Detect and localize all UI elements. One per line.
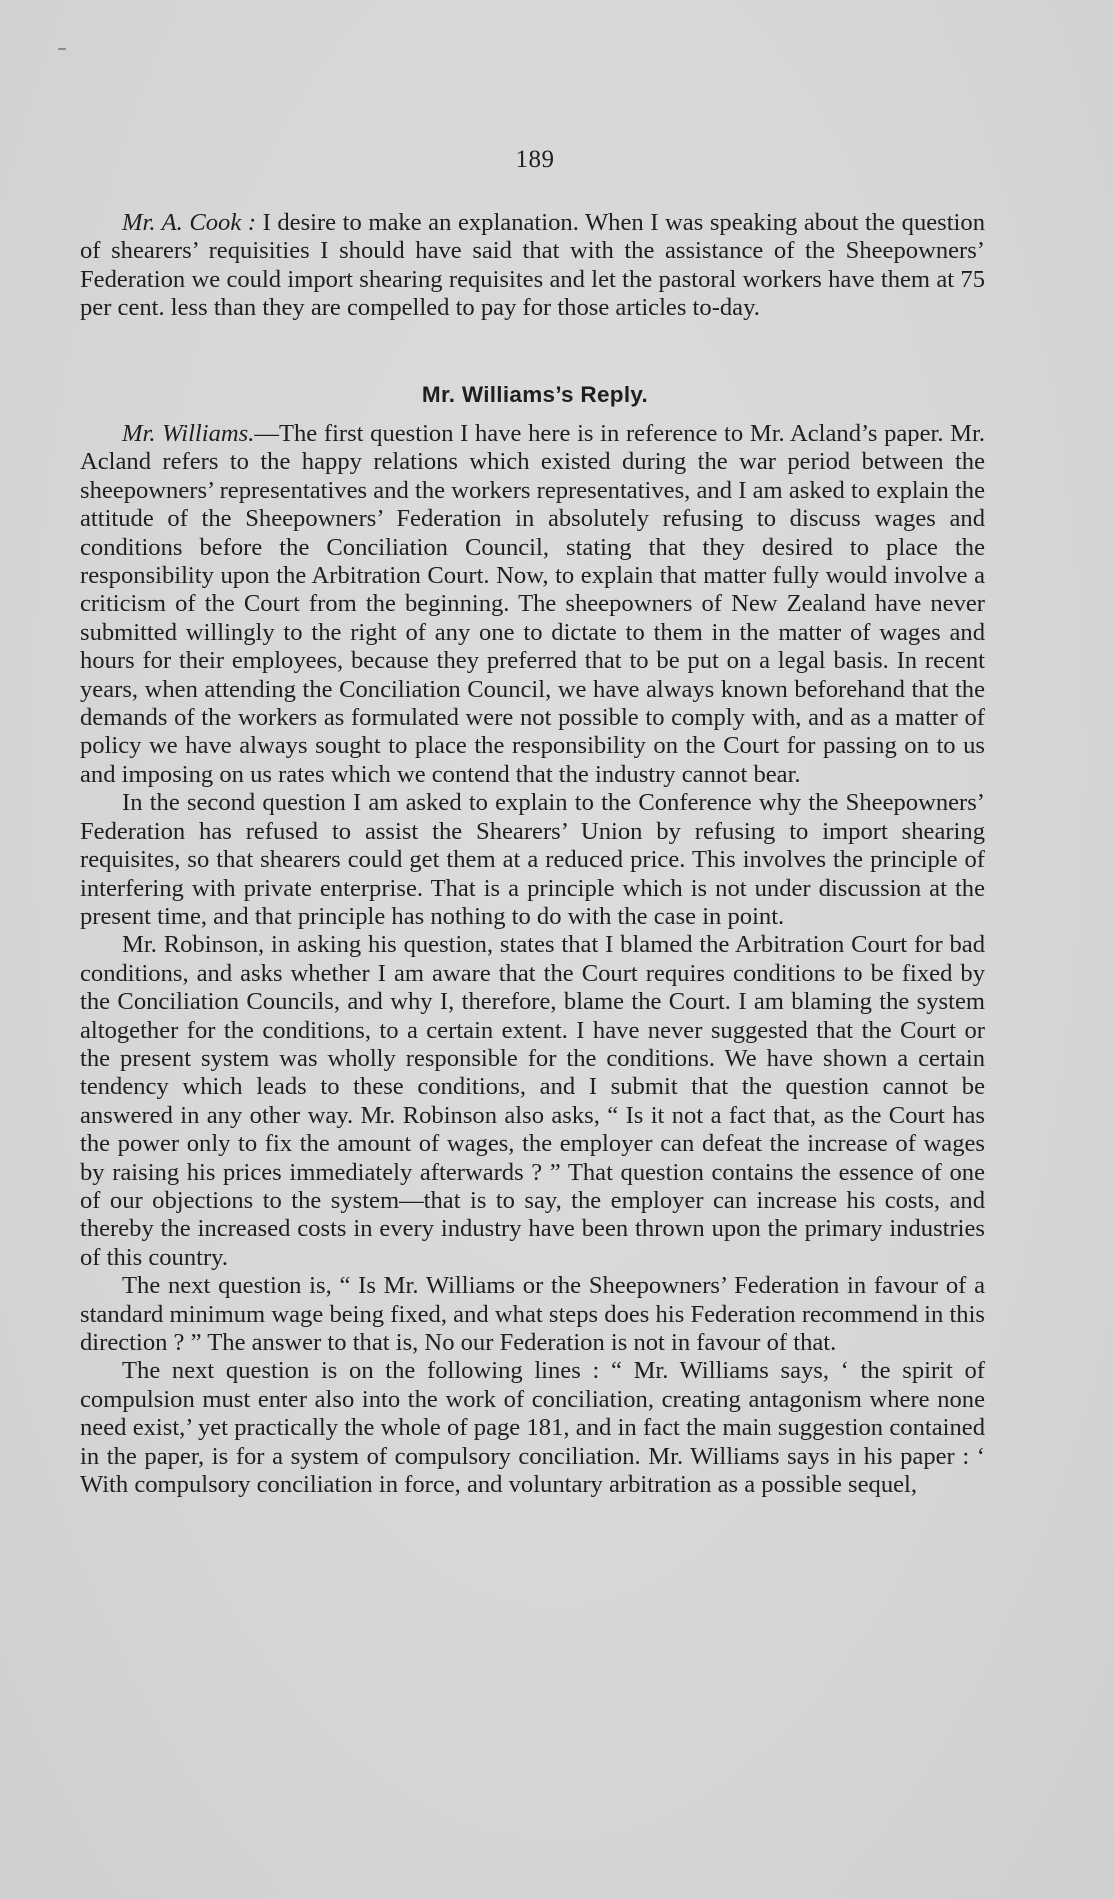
section-heading: Mr. Williams’s Reply.: [421, 382, 649, 407]
speaker-name: Mr. A. Cook :: [122, 209, 257, 236]
reply-paragraph: The next question is, “ Is Mr. Williams or the Sheepowners’ Federation in favour of a standard minimum wage being fixed, and what steps does his Federation recommend in this direction ? ” The answer to that is, No our Federation is not in favour of that.: [80, 1272, 985, 1356]
cook-explanation: [80, 209, 985, 323]
reply-paragraph: In the second question I am asked to explain to the Conference why the Sheepowners’ Federation has refused to assist the Shearers’ Union by refusing to import shearing requisites, so that shearers could get them at a reduced price. This involves the principle of interfering with private enterprise. That is a principle which is not under discussion at the present time, and that principle has nothing to do with the case in point.: [80, 789, 985, 930]
cook-paragraph: [80, 209, 985, 323]
paragraph-text: —The first question I have here is in reference to Mr. Acland’s paper. Mr. Acland refers to the happy relations which existed during the war period between the sheepowners’ representatives and the workers representatives, and I am asked to explain the attitude of the Sheepowners’ Federation in absolutely refusing to discuss wages and conditions before the Conciliation Council, stating that they desired to place the responsibility upon the Arbitration Court. Now, to explain that matter fully would involve a criticism of the Court from the beginning. The sheepowners of New Zealand have never submitted willingly to the right of any one to dictate to them in the matter of wages and hours for their employees, because they preferred that to be put on a legal basis. In recent years, when attending the Conciliation Council, we have always known beforehand that the demands of the workers as formulated were not possible to comply with, and as a matter of policy we have always sought to place the responsibility on the Court for passing on to us and imposing on us rates which we contend that the industry cannot bear.: [80, 420, 985, 788]
reply-paragraph: The next question is on the following lines : “ Mr. Williams says, ‘ the spirit of compulsion must enter also into the work of conciliation, creating antagonism where none need exist,’ yet practically the whole of page 181, and in fact the main suggestion contained in the paper, is for a system of compulsory conciliation. Mr. Williams says in his paper : ‘ With compulsory conciliation in force, and voluntary arbitration as a possible sequel,: [80, 1357, 985, 1499]
page-number: 189: [515, 146, 555, 173]
paragraph-text: I desire to make an explanation. When I was speaking about the question of shearers’ requisities I should have said that with the assistance of the Sheepowners’ Federation we could import shearing requisites and let the pastoral workers have them at 75 per cent. less than they are compelled to pay for those articles to-day.: [80, 209, 985, 322]
reply-paragraph: Mr. Robinson, in asking his question, states that I blamed the Arbitration Court for bad conditions, and asks whether I am aware that the Court requires conditions to be fixed by the Conciliation Councils, and why I, therefore, blame the Court. I am blaming the system altogether for the conditions, to a certain extent. I have never suggested that the Court or the present system was wholly responsible for the conditions. We have shown a certain tendency which leads to these conditions, and I submit that the question cannot be answered in any other way. Mr. Robinson also asks, “ Is it not a fact that, as the Court has the power only to fix the amount of wages, the employer can defeat the increase of wages by raising his prices immediately afterwards ? ” That question contains the essence of one of our objections to the system—that is to say, the employer can increase his costs, and thereby the increased costs in every industry have been thrown upon the primary industries of this country.: [80, 931, 985, 1271]
reply-paragraph: [80, 420, 985, 789]
williams-reply: [80, 420, 985, 1499]
ink-smudge: [58, 48, 66, 50]
speaker-name: Mr. Williams.: [122, 420, 255, 447]
